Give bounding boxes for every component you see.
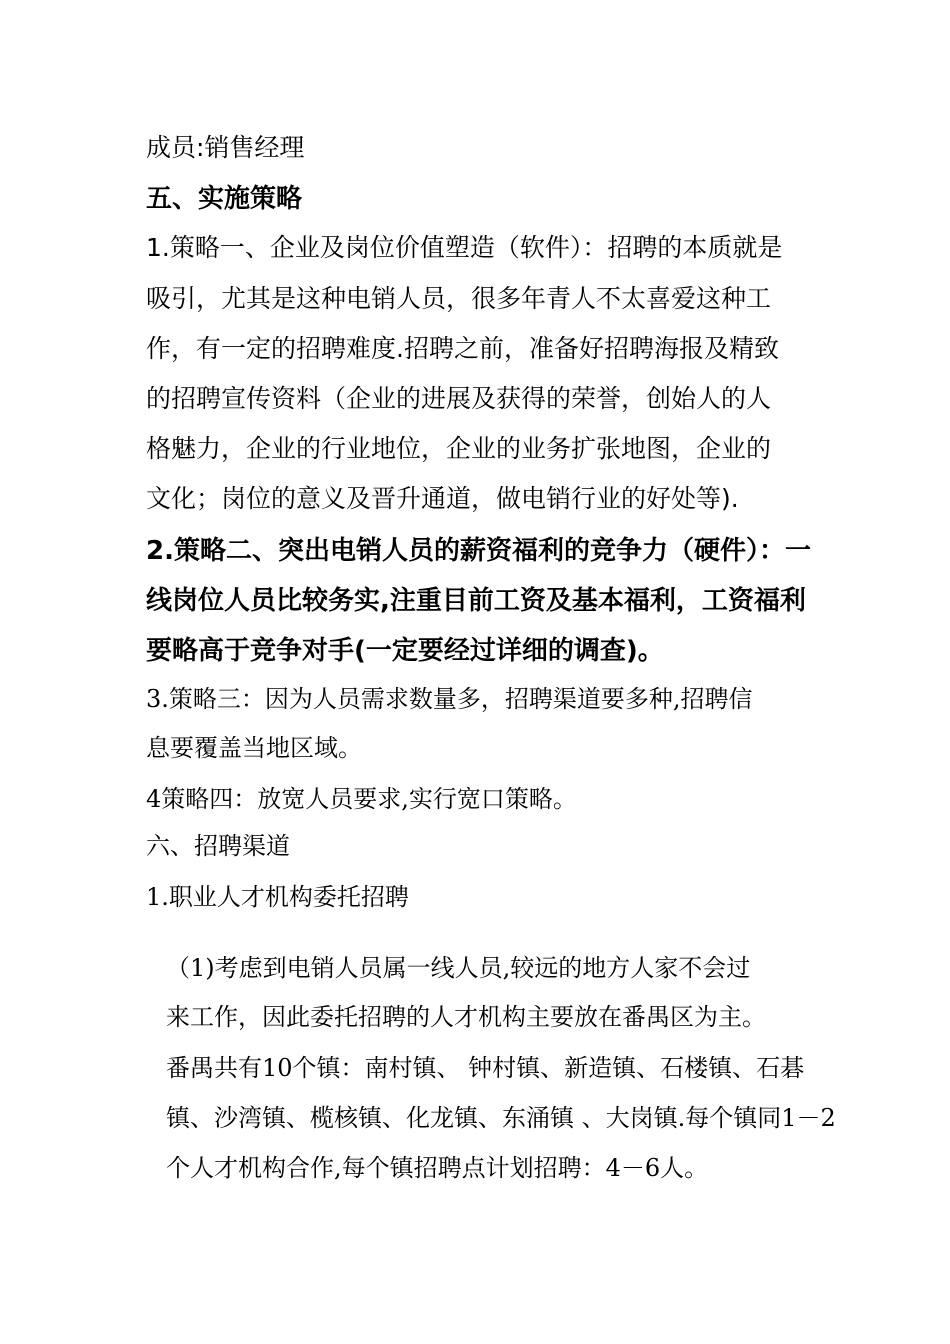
strategy-one-line-2: 吸引，尤其是这种电销人员，很多年青人不太喜爱这种工 xyxy=(146,284,772,313)
strategy-two-line-3: 要略高于竞争对手(一定要经过详细的调查)。 xyxy=(146,636,664,666)
strategy-two-line-1: 2.策略二、突出电销人员的薪资福利的竞争力（硬件）：一 xyxy=(146,536,811,566)
strategy-two-line-2: 线岗位人员比较务实,注重目前工资及基本福利，工资福利 xyxy=(146,586,806,616)
strategy-three-line-2: 息要覆盖当地区域。 xyxy=(146,734,362,762)
strategy-one-line-1: 1.策略一、企业及岗位价值塑造（软件）：招聘的本质就是 xyxy=(146,233,783,262)
strategy-one-line-6: 文化；岗位的意义及晋升通道，做电销行业的好处等). xyxy=(146,484,739,513)
strategy-four-line: 4策略四：放宽人员要求,实行宽口策略。 xyxy=(146,785,577,813)
channel-one-item-line-1: （1)考虑到电销人员属一线人员,较远的地方人家不会过 xyxy=(166,954,751,982)
strategy-one-line-5: 格魅力，企业的行业地位，企业的业务扩张地图，企业的 xyxy=(146,434,772,463)
channel-one-item-line-4: 镇、沙湾镇、榄核镇、化龙镇、东涌镇 、大岗镇.每个镇同1－2 xyxy=(166,1104,836,1132)
strategy-one-line-4: 的招聘宣传资料（企业的进展及获得的荣誉，创始人的人 xyxy=(146,384,772,413)
channel-one-item-line-5: 个人才机构合作,每个镇招聘点计划招聘：4－6人。 xyxy=(166,1154,709,1182)
section-heading-recruitment-channels: 六、招聘渠道 xyxy=(146,832,290,860)
channel-one-heading: 1.职业人才机构委托招聘 xyxy=(146,883,409,911)
section-heading-implementation-strategy: 五、实施策略 xyxy=(146,184,303,214)
channel-one-item-line-3: 番禺共有10个镇：南村镇、 钟村镇、新造镇、石楼镇、石碁 xyxy=(166,1054,805,1082)
member-line: 成员:销售经理 xyxy=(146,133,305,162)
strategy-one-line-3: 作，有一定的招聘难度.招聘之前，准备好招聘海报及精致 xyxy=(146,334,779,363)
channel-one-item-line-2: 来工作，因此委托招聘的人才机构主要放在番禺区为主。 xyxy=(166,1003,766,1031)
strategy-three-line-1: 3.策略三：因为人员需求数量多，招聘渠道要多种,招聘信 xyxy=(146,685,753,713)
